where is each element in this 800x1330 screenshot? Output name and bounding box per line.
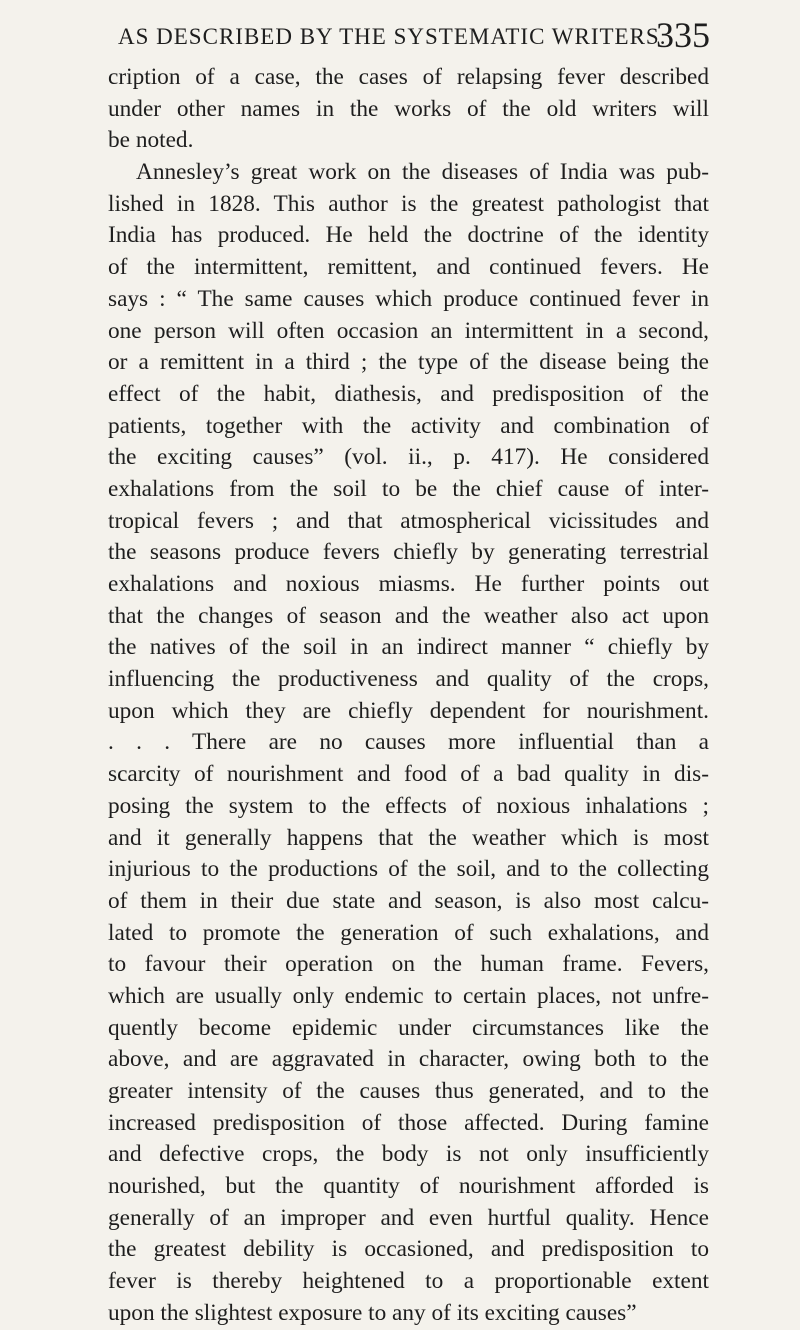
- text-line: under other names in the works of the old writers will: [108, 95, 709, 122]
- text-line: the greatest debility is occasioned, and predisposition to: [108, 1236, 709, 1263]
- text-line: posing the system to the effects of noxious inhalations ;: [108, 792, 709, 819]
- text-line: patients, together with the activity and combination of: [108, 412, 709, 439]
- text-line: generally of an improper and even hurtful quality. Hence: [108, 1204, 709, 1231]
- text-line: to favour their operation on the human frame. Fevers,: [108, 951, 709, 978]
- text-line: cription of a case, the cases of relapsing fever described: [108, 64, 709, 90]
- text-line: exhalations from the soil to be the chief cause of inter-: [108, 475, 709, 502]
- text-line: lished in 1828. This author is the greatest pathologist that: [108, 190, 709, 217]
- text-line: India has produced. He held the doctrine of the identity: [108, 222, 709, 249]
- text-line: above, and are aggravated in character, owing both to the: [108, 1046, 709, 1073]
- text-line: and it generally happens that the weather which is most: [108, 824, 709, 851]
- text-line: which are usually only endemic to certain places, not unfre-: [108, 982, 709, 1009]
- text-line: says : “ The same causes which produce continued fever in: [108, 285, 709, 312]
- text-line: one person will often occasion an intermittent in a second,: [108, 317, 709, 344]
- text-line: scarcity of nourishment and food of a bad quality in dis-: [108, 761, 709, 788]
- text-line: greater intensity of the causes thus generated, and to the: [108, 1078, 709, 1104]
- page-number: 335: [656, 15, 710, 55]
- text-line: effect of the habit, diathesis, and predisposition of the: [108, 380, 709, 407]
- running-title: AS DESCRIBED BY THE SYSTEMATIC WRITERS.: [118, 24, 667, 49]
- text-line: fever is thereby heightened to a proportionable extent: [108, 1268, 709, 1295]
- body-text: [108, 62, 709, 1330]
- text-line: the seasons produce fevers chiefly by generating terrestrial: [108, 539, 709, 566]
- text-line: influencing the productiveness and quality of the crops,: [108, 666, 709, 693]
- text-line: lated to promote the generation of such exhalations, and: [108, 919, 709, 946]
- text-line: nourished, but the quantity of nourishment afforded is: [108, 1173, 709, 1200]
- text-line: tropical fevers ; and that atmospherical vicissitudes and: [108, 507, 709, 534]
- running-head: [108, 14, 710, 54]
- text-line: of the intermittent, remittent, and continued fevers. He: [108, 254, 709, 281]
- text-line: upon the slightest exposure to any of its exciting causes”: [108, 1299, 637, 1326]
- text-line: upon which they are chiefly dependent for nourishment.: [108, 697, 709, 724]
- text-line: and defective crops, the body is not only insufficiently: [108, 1141, 709, 1168]
- text-line: Annesley’s great work on the diseases of India was pub-: [136, 159, 709, 186]
- text-line: increased predisposition of those affected. During famine: [108, 1109, 709, 1136]
- text-line: quently become epidemic under circumstances like the: [108, 1014, 709, 1041]
- text-line: injurious to the productions of the soil, and to the collecting: [108, 856, 709, 883]
- text-line: the exciting causes” (vol. ii., p. 417). He considered: [108, 444, 709, 471]
- text-line: the natives of the soil in an indirect manner “ chiefly by: [108, 634, 709, 661]
- text-line: . . . There are no causes more influential than a: [108, 729, 709, 756]
- text-line: that the changes of season and the weather also act upon: [108, 602, 709, 629]
- text-line: exhalations and noxious miasms. He further points out: [108, 571, 709, 597]
- text-line: of them in their due state and season, is also most calcu-: [108, 887, 709, 914]
- text-line: be noted.: [108, 127, 194, 154]
- text-line: or a remittent in a third ; the type of the disease being the: [108, 349, 709, 376]
